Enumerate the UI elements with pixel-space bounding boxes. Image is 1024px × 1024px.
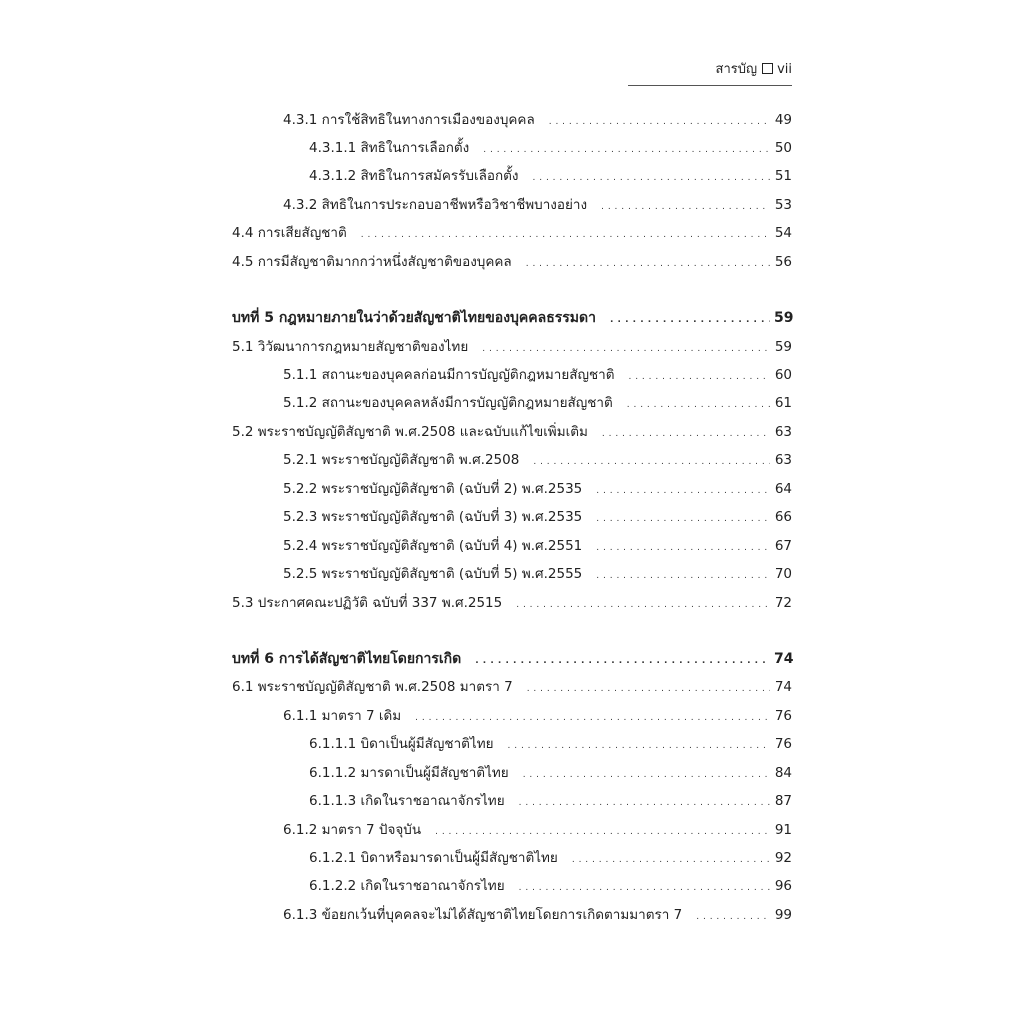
dot-leader <box>361 226 770 244</box>
toc-chapter-5[interactable] <box>232 309 792 329</box>
toc-entry-page: 50 <box>774 140 792 156</box>
dot-leader <box>523 766 770 784</box>
toc-entry-page: 56 <box>774 254 792 270</box>
toc-entry-page: 63 <box>774 424 792 440</box>
dot-leader <box>596 567 770 585</box>
toc-entry-4-5[interactable] <box>232 253 792 273</box>
dot-leader <box>596 482 770 500</box>
dot-leader <box>482 340 770 358</box>
toc-entry-label: 5.2.1 พระราชบัญญัติสัญชาติ พ.ศ.2508 <box>283 452 520 468</box>
toc-entry-page: 64 <box>774 481 792 497</box>
toc-entry-6-1-1[interactable] <box>283 707 792 727</box>
toc-entry-page: 49 <box>774 112 792 128</box>
dot-leader <box>483 141 770 159</box>
toc-entry-5-3[interactable] <box>232 594 792 614</box>
toc-entry-page: 99 <box>774 907 792 923</box>
toc-entry-label: 5.1.1 สถานะของบุคคลก่อนมีการบัญญัติกฎหมายสัญชาติ <box>283 367 615 383</box>
toc-entry-page: 60 <box>774 367 792 383</box>
toc-entry-page: 76 <box>774 708 792 724</box>
toc-entry-page: 54 <box>774 225 792 241</box>
dot-leader <box>435 823 770 841</box>
toc-entry-page: 74 <box>774 651 794 667</box>
dot-leader <box>508 737 770 755</box>
toc-entry-5-2-2[interactable] <box>283 480 792 500</box>
toc-entry-label: 6.1.2.1 บิดาหรือมารดาเป็นผู้มีสัญชาติไทย <box>309 850 558 866</box>
toc-chapter-6[interactable] <box>232 650 792 670</box>
toc-entry-5-2-5[interactable] <box>283 565 792 585</box>
dot-leader <box>627 396 770 414</box>
toc-entry-page: 63 <box>774 452 792 468</box>
dot-leader <box>519 879 770 897</box>
header-page-number: vii <box>777 62 792 77</box>
toc-entry-label: 4.3.1 การใช้สิทธิในทางการเมืองของบุคคล <box>283 112 535 128</box>
toc-entry-6-1-1-2[interactable] <box>309 764 792 784</box>
toc-entry-page: 53 <box>774 197 792 213</box>
toc-entry-label: 4.4 การเสียสัญชาติ <box>232 225 347 241</box>
toc-entry-page: 59 <box>774 310 794 326</box>
toc-entry-5-2-3[interactable] <box>283 508 792 528</box>
dot-leader <box>415 709 770 727</box>
toc-entry-label: 6.1.3 ข้อยกเว้นที่บุคคลจะไม่ได้สัญชาติไทยโดยการเกิดตามมาตรา 7 <box>283 907 683 923</box>
toc-entry-4-3-1-2[interactable] <box>309 167 792 187</box>
dot-leader <box>596 539 770 557</box>
toc-entry-4-3-2[interactable] <box>283 196 792 216</box>
toc-entry-label: 6.1.1.3 เกิดในราชอาณาจักรไทย <box>309 793 505 809</box>
toc-entry-page: 70 <box>774 566 792 582</box>
dot-leader <box>519 794 770 812</box>
toc-entry-5-1-2[interactable] <box>283 394 792 414</box>
toc-entry-label: 6.1.1.1 บิดาเป็นผู้มีสัญชาติไทย <box>309 736 494 752</box>
toc-entry-4-4[interactable] <box>232 224 792 244</box>
toc-entry-page: 66 <box>774 509 792 525</box>
toc-entry-page: 92 <box>774 850 792 866</box>
toc-entry-page: 76 <box>774 736 792 752</box>
toc-entry-5-2[interactable] <box>232 423 792 443</box>
toc-entry-page: 74 <box>774 679 792 695</box>
dot-leader <box>533 169 771 187</box>
toc-entry-6-1[interactable] <box>232 678 792 698</box>
toc-entry-6-1-1-3[interactable] <box>309 792 792 812</box>
toc-entry-6-1-1-1[interactable] <box>309 735 792 755</box>
toc-entry-label: 4.3.1.1 สิทธิในการเลือกตั้ง <box>309 140 470 156</box>
dot-leader <box>533 453 770 471</box>
toc-entry-label: 5.2 พระราชบัญญัติสัญชาติ พ.ศ.2508 และฉบับแก้ไขเพิ่มเติม <box>232 424 588 440</box>
toc-entry-5-1[interactable] <box>232 338 792 358</box>
toc-entry-page: 67 <box>774 538 792 554</box>
toc-entry-label: 5.2.5 พระราชบัญญัติสัญชาติ (ฉบับที่ 5) พ.ศ.2555 <box>283 566 583 582</box>
square-bullet-icon <box>762 63 773 74</box>
toc-entry-5-1-1[interactable] <box>283 366 792 386</box>
toc-entry-6-1-3[interactable] <box>283 906 792 926</box>
toc-entry-5-2-4[interactable] <box>283 537 792 557</box>
toc-entry-4-3-1-1[interactable] <box>309 139 792 159</box>
dot-leader <box>602 425 770 443</box>
toc-entry-label: 6.1.1.2 มารดาเป็นผู้มีสัญชาติไทย <box>309 765 509 781</box>
toc-entry-page: 96 <box>774 878 792 894</box>
running-header <box>628 58 792 86</box>
toc-entry-label: 6.1.2.2 เกิดในราชอาณาจักรไทย <box>309 878 505 894</box>
toc-entry-label: 4.3.1.2 สิทธิในการสมัครรับเลือกตั้ง <box>309 168 519 184</box>
dot-leader <box>475 652 770 670</box>
toc-entry-label: 4.5 การมีสัญชาติมากกว่าหนึ่งสัญชาติของบุคคล <box>232 254 512 270</box>
dot-leader <box>596 510 770 528</box>
toc-entry-label: 6.1.1 มาตรา 7 เดิม <box>283 708 402 724</box>
toc-entry-page: 51 <box>774 168 792 184</box>
toc-entry-page: 61 <box>774 395 792 411</box>
dot-leader <box>516 596 770 614</box>
toc-entry-label: บทที่ 5 กฎหมายภายในว่าด้วยสัญชาติไทยของบุคคลธรรมดา <box>232 310 596 326</box>
toc-entry-label: 5.2.4 พระราชบัญญัติสัญชาติ (ฉบับที่ 4) พ.ศ.2551 <box>283 538 583 554</box>
toc-entry-page: 59 <box>774 339 792 355</box>
toc-entry-4-3-1[interactable] <box>283 111 792 131</box>
toc-entry-page: 72 <box>774 595 792 611</box>
dot-leader <box>527 680 770 698</box>
dot-leader <box>526 255 770 273</box>
toc-entry-label: บทที่ 6 การได้สัญชาติไทยโดยการเกิด <box>232 651 462 667</box>
toc-entry-6-1-2-1[interactable] <box>309 849 792 869</box>
toc-entry-label: 6.1.2 มาตรา 7 ปัจจุบัน <box>283 822 422 838</box>
header-title: สารบัญ <box>715 62 758 77</box>
toc-entry-label: 5.3 ประกาศคณะปฏิวัติ ฉบับที่ 337 พ.ศ.2515 <box>232 595 503 611</box>
dot-leader <box>610 311 770 329</box>
dot-leader <box>601 198 770 216</box>
toc-entry-label: 5.2.2 พระราชบัญญัติสัญชาติ (ฉบับที่ 2) พ.ศ.2535 <box>283 481 583 497</box>
toc-entry-label: 5.1 วิวัฒนาการกฎหมายสัญชาติของไทย <box>232 339 469 355</box>
dot-leader <box>696 908 770 926</box>
toc-entry-label: 4.3.2 สิทธิในการประกอบอาชีพหรือวิชาชีพบางอย่าง <box>283 197 588 213</box>
dot-leader <box>572 851 770 869</box>
toc-entry-page: 84 <box>774 765 792 781</box>
toc-entry-5-2-1[interactable] <box>283 451 792 471</box>
toc-entry-page: 91 <box>774 822 792 838</box>
toc-entry-6-1-2-2[interactable] <box>309 877 792 897</box>
toc-entry-page: 87 <box>774 793 792 809</box>
dot-leader <box>549 113 770 131</box>
toc-entry-6-1-2[interactable] <box>283 821 792 841</box>
toc-entry-label: 5.1.2 สถานะของบุคคลหลังมีการบัญญัติกฎหมายสัญชาติ <box>283 395 613 411</box>
toc-entry-label: 6.1 พระราชบัญญัติสัญชาติ พ.ศ.2508 มาตรา 7 <box>232 679 513 695</box>
toc-entry-label: 5.2.3 พระราชบัญญัติสัญชาติ (ฉบับที่ 3) พ.ศ.2535 <box>283 509 583 525</box>
dot-leader <box>628 368 770 386</box>
